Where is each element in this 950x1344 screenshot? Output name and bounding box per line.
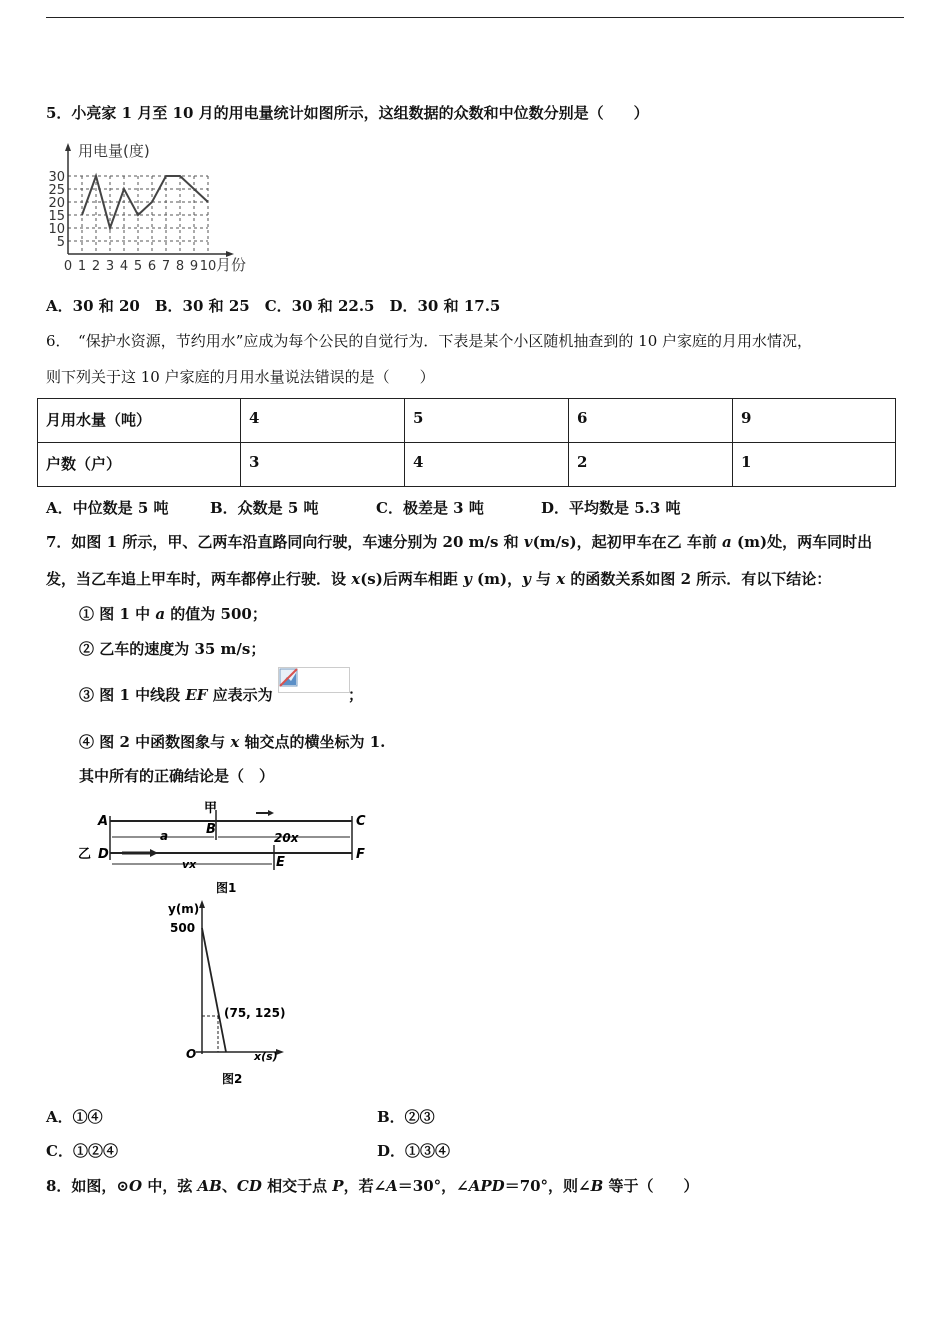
q7-option-d: D．①③④ xyxy=(377,1142,451,1160)
y-axis-arrowhead xyxy=(199,900,205,908)
q6-stem-line2: 则下列关于这 10 户家庭的月用水量说法错误的是（ ） xyxy=(46,368,435,386)
x-tick-label: 5 xyxy=(133,259,143,274)
x-tick-label: 2 xyxy=(91,259,101,274)
q6-option-c: C．极差是 3 吨 xyxy=(376,499,484,517)
car-yi-arrowhead xyxy=(150,849,158,857)
x-tick-label: 10 xyxy=(199,259,217,274)
q7-option-c: C．①②④ xyxy=(46,1142,118,1160)
table-cell: 2 xyxy=(569,443,733,487)
y-axis-arrowhead xyxy=(65,143,71,151)
x-tick-label: 6 xyxy=(147,259,157,274)
label-B: B xyxy=(206,822,216,837)
y-tick-label: 5 xyxy=(56,235,65,250)
q7-conclusion-3: ③ 图 1 中线段 EF 应表示为 xyxy=(79,686,273,704)
label-E: E xyxy=(276,855,285,870)
y-axis-label: y(m) xyxy=(168,902,200,916)
label-yi: 乙 xyxy=(78,847,92,862)
q5-stem: 5．小亮家 1 月至 10 月的用电量统计如图所示，这组数据的众数和中位数分别是（ ） xyxy=(46,104,649,122)
table-cell: 6 xyxy=(569,399,733,443)
table-row xyxy=(38,443,896,487)
q7-conclusion-3-end: ； xyxy=(348,686,364,704)
y-tick-label: 30 xyxy=(48,170,65,185)
broken-image-icon xyxy=(279,668,299,688)
label-20x: 20x xyxy=(274,831,299,845)
x-tick-label: 9 xyxy=(189,259,199,274)
x-tick-label: 7 xyxy=(161,259,171,274)
table-cell: 5 xyxy=(405,399,569,443)
q7-stem-line2: 发，当乙车追上甲车时，两车都停止行驶．设 x(s)后两车相距 y (m)，y 与 x 的函数关系如图 2 所示．有以下结论： xyxy=(46,570,832,588)
q6-stem-line1: 6． “保护水资源，节约用水”应成为每个公民的自觉行为．下表是某个小区随机抽查到的 10 户家庭的月用水情况， xyxy=(46,332,813,350)
q6-option-a: A．中位数是 5 吨 xyxy=(46,499,169,517)
q7-conclusion-1: ① 图 1 中 a 的值为 500； xyxy=(79,605,267,623)
q8-stem: 8．如图，⊙O 中，弦 AB、CD 相交于点 P，若∠A＝30°，∠APD＝70°，则∠B 等于（ ） xyxy=(46,1177,699,1195)
table-row xyxy=(38,399,896,443)
table-cell: 3 xyxy=(241,443,405,487)
q7-stem-line1: 7．如图 1 所示，甲、乙两车沿直路同向行驶，车速分别为 20 m/s 和 v(m/s)，起初甲车在乙 车前 a (m)处，两车同时出 xyxy=(46,533,873,551)
x-tick-label: 1 xyxy=(77,259,87,274)
q7-ask: 其中所有的正确结论是（ ） xyxy=(79,767,275,785)
label-A: A xyxy=(98,814,109,829)
x-tick-label: 4 xyxy=(119,259,129,274)
q7-option-b: B．②③ xyxy=(377,1108,435,1126)
x-tick-label: 8 xyxy=(175,259,185,274)
q7-conclusion-2: ② 乙车的速度为 35 m/s； xyxy=(79,640,266,658)
q7-figure-2 xyxy=(168,898,298,1090)
table-cell: 4 xyxy=(241,399,405,443)
q6-option-b: B．众数是 5 吨 xyxy=(210,499,319,517)
q5-line-chart xyxy=(44,140,256,276)
point-label: (75, 125) xyxy=(224,1006,286,1020)
y-tick-label: 10 xyxy=(48,222,65,237)
label-jia: 甲 xyxy=(204,801,218,816)
label-D: D xyxy=(98,847,109,862)
x-tick-label: 3 xyxy=(105,259,115,274)
table-cell: 9 xyxy=(733,399,896,443)
q7-conclusion-4: ④ 图 2 中函数图象与 x 轴交点的横坐标为 1. xyxy=(79,733,386,751)
function-line xyxy=(202,928,226,1052)
x-tick-label: 0 xyxy=(63,259,73,274)
chart-axes xyxy=(65,143,234,257)
y-tick-label: 20 xyxy=(48,196,65,211)
table-cell: 月用水量（吨） xyxy=(38,399,241,443)
y-value-500: 500 xyxy=(170,921,196,935)
broken-image-placeholder xyxy=(278,667,350,693)
q7-option-a: A．①④ xyxy=(46,1108,103,1126)
table-cell: 户数（户） xyxy=(38,443,241,487)
label-C: C xyxy=(356,814,366,829)
x-axis-label: x(s) xyxy=(254,1050,278,1063)
car-jia-arrowhead xyxy=(268,810,274,816)
figure-1-caption: 图1 xyxy=(216,881,237,895)
origin-label: O xyxy=(186,1047,197,1061)
y-tick-label: 15 xyxy=(48,209,65,224)
header-rule xyxy=(46,17,904,18)
q6-option-d: D．平均数是 5.3 吨 xyxy=(541,499,681,517)
label-F: F xyxy=(356,847,365,862)
x-axis-label: 月份 xyxy=(216,256,247,274)
water-usage-table xyxy=(37,398,896,487)
figure-2-caption: 图2 xyxy=(222,1072,243,1086)
label-vx: vx xyxy=(182,858,197,871)
label-a: a xyxy=(160,829,169,843)
table-cell: 4 xyxy=(405,443,569,487)
y-tick-label: 25 xyxy=(48,183,65,198)
y-axis-label: 用电量(度) xyxy=(78,142,150,160)
table-cell: 1 xyxy=(733,443,896,487)
q5-options: A．30 和 20 B．30 和 25 C．30 和 22.5 D．30 和 17.5 xyxy=(46,297,501,315)
q7-figure-1 xyxy=(78,800,378,896)
